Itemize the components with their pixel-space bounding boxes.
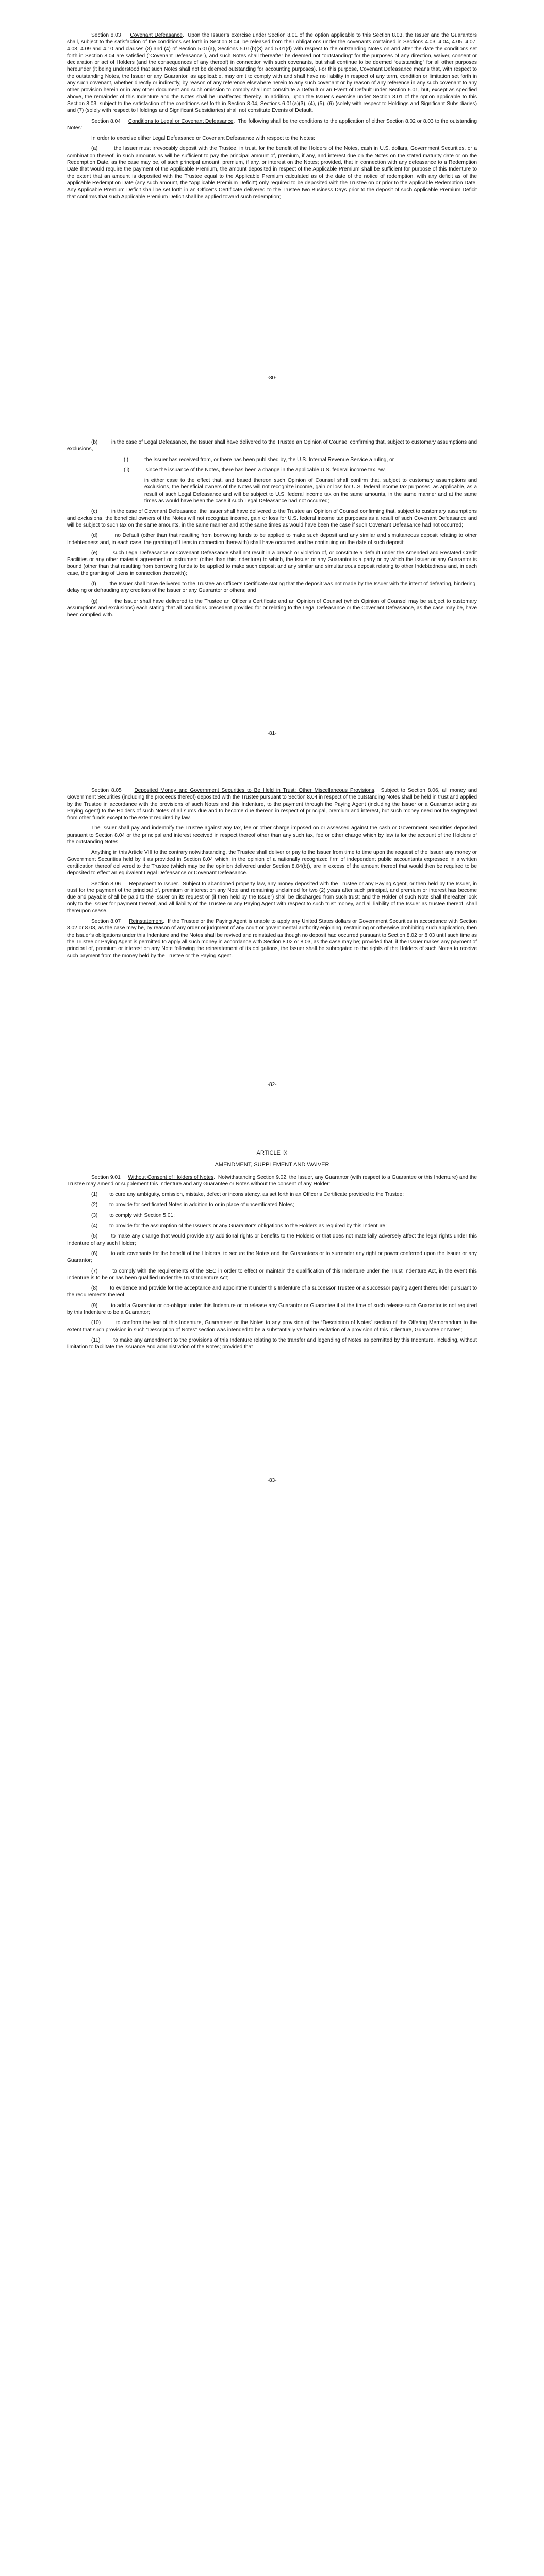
page-number: -81- [267,731,277,736]
page-80 [67,32,477,204]
clause-label: (c) [91,509,97,515]
clause-text: the Issuer shall have delivered to the Trustee an Officer’s Certificate stating that the deposit was not made by the Issuer with the intent of defeating, hindering, delaying or defrauding any creditors of the Issuer or any Guarantor or others; and [67,581,477,594]
section-8-05: Section 8.05 Deposited Money and Government Securities to Be Held in Trust; Other Miscellaneous Provisions. Subject to Section 8.06, all money and Government Securities (including the proceeds thereof) deposited with the Trustee pursuant to Section 8.04 in respect of the outstanding Notes shall be held in trust and applied by the Trustee in accordance with the provisions of such Notes and this Indenture, to the payment through the Paying Agent (including the Issuer or a Guarantor acting as Paying Agent) to the Holders of such Notes of all sums due and to become due thereon in respect of principal, premium and interest, but such money need not be segregated from other funds except to the extent required by law. [67,788,477,821]
item-label: (9) [91,1302,98,1309]
section-title: Conditions to Legal or Covenant Defeasance [128,118,234,124]
item-text: to conform the text of this Indenture, Guarantees or the Notes to any provision of the “Description of Notes” section of the Offering Memorandum to the extent that such provision in such “Description of Notes” section was intended to be a substantially verbatim recitation of a provision of this Indenture, Guarantee or Notes; [67,1320,477,1333]
clause-text: the Issuer has received from, or there has been published by, the U.S. Internal Revenue Service a ruling, or [144,456,394,463]
clause-text: since the issuance of the Notes, there has been a change in the applicable U.S. federal income tax law, [145,467,386,473]
section-body: The following shall be the conditions to the application of either Section 8.02 or 8.03 to the outstanding Notes: [67,118,477,131]
section-number: Section 8.06 [91,880,121,887]
list-item [67,1268,477,1282]
clause-b-continuation: in either case to the effect that, and based thereon such Opinion of Counsel shall confirm that, subject to customary assumptions and exclusions, the beneficial owners of the Notes will not recognize income, gain or loss for U.S. federal income tax purposes, as applicable, as a result of such Legal Defeasance and will be subject to U.S. federal income tax on the same amounts, in the same manner and at the same times as would have been the case if such Legal Defeasance had not occurred; [144,478,477,504]
list-item [67,1201,477,1208]
clause-text: in the case of Legal Defeasance, the Issuer shall have delivered to the Trustee an Opinion of Counsel confirming that, subject to customary assumptions and exclusions, [67,439,477,452]
item-text: to cure any ambiguity, omission, mistake, defect or inconsistency, as set forth in an Officer’s Certificate provided to the Trustee; [109,1192,404,1198]
page-81 [67,439,477,622]
list-item [67,1250,477,1264]
item-label: (6) [91,1250,98,1257]
clause-label: (b) [91,439,98,445]
list-item [67,1233,477,1247]
section-number: Section 8.03 [91,32,121,38]
section-title: Repayment to Issuer [129,880,178,887]
section-body: Upon the Issuer’s exercise under Section 8.01 of the option applicable to this Section 8.03, the Issuer and the Guarantors shall, subject to the satisfaction of the conditions set forth in Section 8.04, be released from their obligations under the covenants contained in Sections 4.03, 4.04, 4.05, 4.07, 4.08, 4.09 and 4.10 and clauses (3) and (4) of Section 5.01(a), Sections 5.01(b)(3) and 5.01(d) with respect to the outstanding Notes on and after the date the conditions set forth in Section 8.04 are satisfied (“Covenant Defeasance”), and such Notes shall thereafter be deemed not “outstanding” for the purposes of any direction, waiver, consent or declaration or act of Holders (and the consequences of any thereof) in connection with such covenants, but shall continue to be deemed “outstanding” for all other purposes hereunder (it being understood that such Notes shall not be deemed outstanding for accounting purposes). For this purpose, Covenant Defeasance means that, with respect to the outstanding Notes, the Issuer or any Guarantor, as applicable, may omit to comply with and shall have no liability in respect of any term, condition or limitation set forth in any such covenant, whether directly or indirectly, by reason of any reference elsewhere herein to any such covenant or by reason of any reference in any such covenant to any other provision herein or in any other document and such omission to comply shall not constitute a Default or an Event of Default under Section 6.01, but, except as specified above, the remainder of this Indenture and the Notes shall be unaffected thereby. In addition, upon the Issuer’s exercise under Section 8.01 of the option applicable to this Section 8.03, subject to the satisfaction of the conditions set forth in Section 8.04, Sections 6.01(a)(3), (4), (5), (6) (solely with respect to Holdings and Significant Subsidiaries) and (7) (solely with respect to Holdings and Significant Subsidiaries) shall not constitute Events of Default. [67,32,477,114]
clause-label: (ii) [124,467,130,473]
section-body: Subject to abandoned property law, any money deposited with the Trustee or any Paying Agent, or then held by the Issuer, in trust for the payment of the principal of, premium or interest on any Note and remaining unclaimed for two (2) years after such principal, and premium or interest has become due and payable shall be paid to the Issuer on its request or (if then held by the Issuer) shall be discharged from such trust; and the Holder of such Note shall thereafter look only to the Issuer for payment thereof, and all liability of the Trustee or any Paying Agent with respect to such trust money, and all liability of the Issuer as trustee thereof, shall thereupon cease. [67,880,477,914]
section-body: Notwithstanding Section 9.02, the Issuer, any Guarantor (with respect to a Guarantee or this Indenture) and the Trustee may amend or supplement this Indenture and any Guarantee or Notes without the consent of any Holder: [67,1174,477,1187]
clause-label: (i) [124,456,129,463]
clause-label: (a) [91,146,98,152]
item-text: to provide for the assumption of the Issuer’s or any Guarantor’s obligations to the Holders as required by this Indenture; [109,1223,387,1229]
page-number: -83- [267,1478,277,1483]
item-label: (2) [91,1202,98,1208]
section-title: Deposited Money and Government Securities to Be Held in Trust; Other Miscellaneous Provisions [134,788,374,793]
section-title: Covenant Defeasance [130,32,183,38]
section-title: Without Consent of Holders of Notes [128,1174,214,1180]
page-83 [67,1150,477,1354]
section-9-01: Section 9.01 Without Consent of Holders of Notes. Notwithstanding Section 9.02, the Issuer, any Guarantor (with respect to a Guarantee or this Indenture) and the Trustee may amend or supplement this Indenture and any Guarantee or Notes without the consent of any Holder: [67,1174,477,1187]
clause-e [67,550,477,577]
list-item [67,1285,477,1299]
clause-text: the Issuer shall have delivered to the Trustee an Officer’s Certificate and an Opinion of Counsel (which Opinion of Counsel may be subject to customary assumptions and exclusions) each stating that all conditions precedent provided for or relating to the Legal Defeasance or the Covenant Defeasance, as the case may be, have been complied with. [67,598,477,618]
item-text: to comply with Section 5.01; [109,1212,175,1218]
clause-g [67,598,477,619]
item-text: to add a Guarantor or co-obligor under this Indenture or to release any Guarantor or Guarantee if at the time of such release such Guarantor is not required by this Indenture to be a Guarantor; [67,1302,477,1316]
item-text: to evidence and provide for the acceptance and appointment under this Indenture of a successor Trustee or a successor paying agent thereunder pursuant to the requirements thereof; [67,1285,477,1298]
page-number: -82- [267,1082,277,1088]
clause-text: in the case of Covenant Defeasance, the Issuer shall have delivered to the Trustee an Opinion of Counsel confirming that, subject to customary assumptions and exclusions, the beneficial owners of the Notes will not recognize income, gain or loss for U.S. federal income tax purposes as a result of such Covenant Defeasance and will be subject to such tax on the same amounts, in the same manner and at the same times as would have been the case if such Covenant Defeasance had not occurred; [67,509,477,528]
clause-label: (e) [91,550,98,556]
clause-label: (g) [91,598,98,604]
article-heading: ARTICLE IX [256,1150,288,1156]
clause-label: (d) [91,533,98,539]
section-body: If the Trustee or the Paying Agent is unable to apply any United States dollars or Government Securities in accordance with Section 8.02 or 8.03, as the case may be, by reason of any order or judgment of any court or governmental authority enjoining, restraining or otherwise prohibiting such application, then the Issuer’s obligations under this Indenture and the Notes shall be revived and reinstated as though no deposit had occurred pursuant to Section 8.02 or 8.03 until such time as the Trustee or Paying Agent is permitted to apply all such money in accordance with Section 8.02 or 8.03, as the case may be; provided that, if the Issuer makes any payment of principal of, premium or interest on any Note following the reinstatement of its obligations, the Issuer shall be subrogated to the rights of the Holders of such Notes to receive such payment from the money held by the Trustee or the Paying Agent. [67,919,477,959]
section-8-07: Section 8.07 Reinstatement. If the Trustee or the Paying Agent is unable to apply any United States dollars or Government Securities in accordance with Section 8.02 or 8.03, as the case may be, by reason of any order or judgment of any court or governmental authority enjoining, restraining or otherwise prohibiting such application, then the Issuer’s obligations under this Indenture and the Notes shall be revived and reinstated as though no deposit had occurred pursuant to Section 8.02 or 8.03 until such time as the Trustee or Paying Agent is permitted to apply all such money in accordance with Section 8.02 or 8.03, as the case may be; provided that, if the Issuer makes any payment of principal of, premium or interest on any Note following the reinstatement of its obligations, the Issuer shall be subrogated to the rights of the Holders of such Notes to receive such payment from the money held by the Trustee or the Paying Agent. [67,919,477,959]
page-number: -80- [267,375,277,381]
item-label: (10) [91,1320,101,1326]
item-label: (3) [91,1212,98,1218]
item-text: to provide for certificated Notes in addition to or in place of uncertificated Notes; [109,1202,294,1208]
paragraph: The Issuer shall pay and indemnify the Trustee against any tax, fee or other charge imposed on or assessed against the cash or Government Securities deposited pursuant to Section 8.04 or the principal and interest received in respect thereof other than any such tax, fee or other charge which by law is for the account of the Holders of the outstanding Notes. [67,825,477,845]
item-text: to make any amendment to the provisions of this Indenture relating to the transfer and legending of Notes as permitted by this Indenture, including, without limitation to facilitate the issuance and administration of the Notes; provided that [67,1337,477,1350]
clause-text: the Issuer must irrevocably deposit with the Trustee, in trust, for the benefit of the Holders of the Notes, cash in U.S. dollars, Government Securities, or a combination thereof, in such amounts as will be sufficient to pay the principal amount of, premium, if any, and interest due on the Notes on the stated maturity date or on the Redemption Date, as the case may be, of such principal amount, premium, if any, or interest on the Notes; provided, that in connection with any defeasance to a Redemption Date that would require the payment of the Applicable Premium, the amount deposited in respect of the Applicable Premium shall be sufficient for purpose of this Indenture to the extent that an amount is deposited with the Trustee equal to the Applicable Premium calculated as of the date of the notice of redemption, with any deficit as of the applicable Redemption Date (any such amount, the “Applicable Premium Deficit”) only required to be deposited with the Trustee on or prior to the applicable Redemption Date. Any Applicable Premium Deficit shall be set forth in an Officer’s Certificate delivered to the Trustee two Business Days prior to the deposit of such Applicable Premium Deficit that confirms that such Applicable Premium Deficit shall be applied toward such redemption; [67,146,477,200]
section-8-04: Section 8.04 Conditions to Legal or Covenant Defeasance. The following shall be the conditions to the application of either Section 8.02 or 8.03 to the outstanding Notes: [67,118,477,131]
paragraph: Anything in this Article VIII to the contrary notwithstanding, the Trustee shall deliver or pay to the Issuer from time to time upon the request of the Issuer any money or Government Securities held by it as provided in Section 8.04 which, in the opinion of a nationally recognized firm of independent public accountants expressed in a written certification thereof delivered to the Trustee (which may be the opinion delivered under Section 8.04(b)), are in excess of the amount thereof that would then be required to be deposited to effect an equivalent Legal Defeasance or Covenant Defeasance. [67,850,477,876]
clause-c [67,508,477,529]
item-label: (8) [91,1285,98,1292]
clause-a [67,145,477,200]
clause-b-i [124,456,477,463]
paragraph: In order to exercise either Legal Defeasance or Covenant Defeasance with respect to the Notes: [91,135,315,142]
section-title: Reinstatement [129,919,163,925]
item-label: (1) [91,1192,98,1198]
list-item [67,1212,477,1219]
section-body: Subject to Section 8.06, all money and Government Securities (including the proceeds thereof) deposited with the Trustee pursuant to Section 8.04 in respect of the outstanding Notes shall be held in trust and applied by the Trustee in accordance with the provisions of such Notes and this Indenture, to the payment through the Paying Agent (including the Issuer or a Guarantor acting as Paying Agent) to the Holders of such Notes of all sums due and to become due thereon in respect of principal, premium and interest, but such money need not be segregated from other funds except to the extent required by law. [67,788,477,821]
item-label: (11) [91,1337,101,1343]
section-number: Section 8.07 [91,919,121,925]
clause-text: no Default (other than that resulting from borrowing funds to be applied to make such deposit and any similar and simultaneous deposit relating to other Indebtedness and, in each case, the granting of Liens in connection therewith) shall have occurred and be continuing on the date of such deposit; [67,533,477,546]
section-8-06: Section 8.06 Repayment to Issuer. Subject to abandoned property law, any money deposited with the Trustee or any Paying Agent, or then held by the Issuer, in trust for the payment of the principal of, premium or interest on any Note and remaining unclaimed for two (2) years after such principal, and premium or interest has become due and payable shall be paid to the Issuer on its request or (if then held by the Issuer) shall be discharged from such trust; and the Holder of such Note shall thereafter look only to the Issuer for payment thereof, and all liability of the Trustee or any Paying Agent with respect to such trust money, and all liability of the Issuer as trustee thereof, shall thereupon cease. [67,880,477,914]
list-item [67,1191,477,1198]
list-item [67,1337,477,1351]
clause-b [67,439,477,453]
clause-b-ii [124,467,477,473]
item-label: (4) [91,1223,98,1229]
clause-f [67,581,477,595]
section-number: Section 8.05 [91,788,122,793]
page-82 [67,787,477,963]
section-number: Section 9.01 [91,1174,121,1180]
item-label: (7) [91,1268,98,1274]
amendment-list [67,1191,477,1350]
section-8-03: Section 8.03 Covenant Defeasance. Upon the Issuer’s exercise under Section 8.01 of the option applicable to this Section 8.03, the Issuer and the Guarantors shall, subject to the satisfaction of the conditions set forth in Section 8.04, be released from their obligations under the covenants contained in Sections 4.03, 4.04, 4.05, 4.07, 4.08, 4.09 and 4.10 and clauses (3) and (4) of Section 5.01(a), Sections 5.01(b)(3) and 5.01(d) with respect to the outstanding Notes on and after the date the conditions set forth in Section 8.04 are satisfied (“Covenant Defeasance”), and such Notes shall thereafter be deemed not “outstanding” for the purposes of any direction, waiver, consent or declaration or act of Holders (and the consequences of any thereof) in connection with such covenants, but shall continue to be deemed “outstanding” for all other purposes hereunder (it being understood that such Notes shall not be deemed outstanding for accounting purposes). For this purpose, Covenant Defeasance means that, with respect to the outstanding Notes, the Issuer or any Guarantor, as applicable, may omit to comply with and shall have no liability in respect of any term, condition or limitation set forth in any such covenant, whether directly or indirectly, by reason of any reference elsewhere herein to any such covenant or by reason of any reference in any such covenant to any other provision herein or in any other document and such omission to comply shall not constitute a Default or an Event of Default under Section 6.01, but, except as specified above, the remainder of this Indenture and the Notes shall be unaffected thereby. In addition, upon the Issuer’s exercise under Section 8.01 of the option applicable to this Section 8.03, subject to the satisfaction of the conditions set forth in Section 8.04, Sections 6.01(a)(3), (4), (5), (6) (solely with respect to Holdings and Significant Subsidiaries) and (7) (solely with respect to Holdings and Significant Subsidiaries) shall not constitute Events of Default. [67,32,477,114]
list-item [67,1223,477,1229]
list-item [67,1319,477,1333]
clause-label: (f) [91,581,96,587]
clause-d [67,532,477,546]
list-item [67,1302,477,1316]
clause-text: such Legal Defeasance or Covenant Defeasance shall not result in a breach or violation of, or constitute a default under the Amended and Restated Credit Facilities or any other material agreement or instrument (other than this Indenture) to which, the Issuer or any Guarantor is a party or by which the Issuer or any Guarantor is bound (other than that resulting from borrowing funds to be applied to make such deposit and any similar and simultaneous deposit relating to other Indebtedness and, in each case, the granting of Liens in connection therewith); [67,550,477,577]
item-text: to make any change that would provide any additional rights or benefits to the Holders or that does not materially adversely affect the legal rights under this Indenture of any such Holder; [67,1233,477,1246]
item-text: to add covenants for the benefit of the Holders, to secure the Notes and the Guarantees or to surrender any right or power conferred upon the Issuer or any Guarantor; [67,1250,477,1264]
item-text: to comply with the requirements of the SEC in order to effect or maintain the qualification of this Indenture under the Trust Indenture Act, in the event this Indenture is to be or has been qualified under the Trust Indenture Act; [67,1268,477,1281]
item-label: (5) [91,1233,98,1240]
section-number: Section 8.04 [91,118,121,124]
article-title: AMENDMENT, SUPPLEMENT AND WAIVER [215,1162,329,1168]
